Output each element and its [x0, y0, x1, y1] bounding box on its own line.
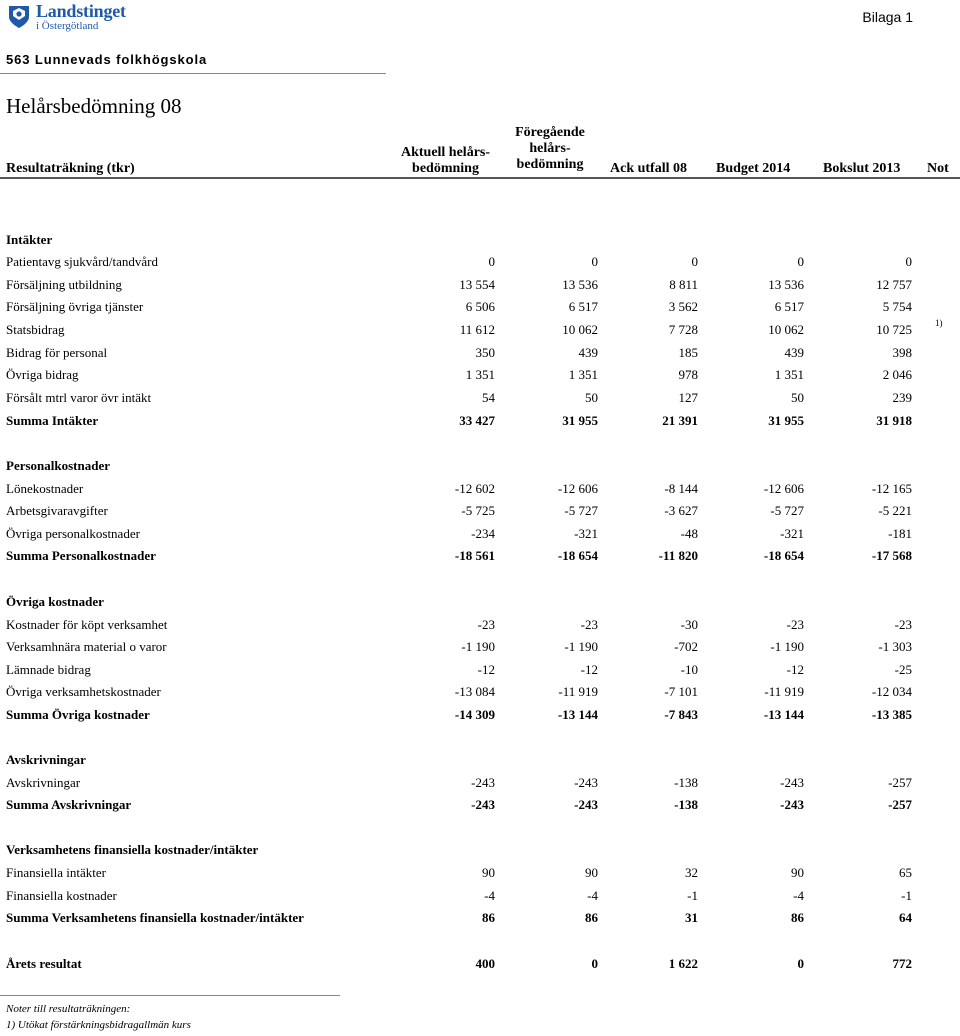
- column-header-previous-forecast-line1: Föregående: [515, 125, 585, 140]
- cell-budget: -12: [786, 662, 804, 677]
- section-finansiella: [0, 842, 960, 862]
- cell-current: -4: [484, 888, 495, 903]
- row-label: Försäljning övriga tjänster: [6, 299, 144, 314]
- footnote-heading: Noter till resultaträkningen:: [6, 1003, 131, 1015]
- cell-previous: -5 727: [564, 503, 598, 518]
- cell-bokslut: -12 034: [871, 684, 912, 699]
- note-reference: 1): [935, 318, 943, 328]
- row-label: Finansiella kostnader: [6, 888, 117, 903]
- column-header-previous-forecast: [500, 125, 600, 173]
- row-label: Bidrag för personal: [6, 345, 108, 360]
- cell-current: -243: [471, 775, 495, 790]
- row-label: Lönekostnader: [6, 481, 84, 496]
- cell-current: 13 554: [459, 277, 495, 292]
- table-row: [0, 639, 960, 659]
- table-row: [0, 254, 960, 274]
- cell-bokslut: -23: [894, 617, 912, 632]
- cell-budget: 6 517: [774, 299, 804, 314]
- cell-current: -12 602: [454, 481, 495, 496]
- cell-bokslut: -257: [888, 797, 912, 812]
- cell-bokslut: -5 221: [878, 503, 912, 518]
- cell-ack: -1: [687, 888, 698, 903]
- row-label: Personalkostnader: [6, 458, 110, 473]
- cell-current: 11 612: [459, 322, 495, 337]
- cell-budget: 1 351: [774, 367, 804, 382]
- summary-row: [0, 910, 960, 930]
- cell-previous: 13 536: [562, 277, 598, 292]
- cell-bokslut: -1: [901, 888, 912, 903]
- cell-current: 54: [482, 390, 495, 405]
- cell-previous: 1 351: [568, 367, 598, 382]
- cell-budget: -321: [780, 526, 804, 541]
- organization-title: 563 Lunnevads folkhögskola: [6, 52, 208, 67]
- cell-ack: -3 627: [664, 503, 698, 518]
- logo: [6, 2, 126, 32]
- section-avskrivningar: [0, 752, 960, 772]
- row-label: Finansiella intäkter: [6, 865, 107, 880]
- table-row: [0, 526, 960, 546]
- cell-budget: -243: [780, 797, 804, 812]
- column-header-previous-forecast-line2: helårs-: [529, 141, 571, 156]
- cell-bokslut: 772: [892, 956, 912, 971]
- column-header-ack-utfall: Ack utfall 08: [610, 161, 687, 176]
- cell-ack: -702: [674, 639, 698, 654]
- header-divider: [0, 73, 386, 74]
- cell-current: -234: [471, 526, 495, 541]
- cell-previous: -321: [574, 526, 598, 541]
- cell-current: 400: [475, 956, 495, 971]
- table-row: [0, 865, 960, 885]
- row-label: Summa Verksamhetens finansiella kostnader/intäkter: [6, 910, 304, 925]
- summary-row: [0, 707, 960, 727]
- row-label: Statsbidrag: [6, 322, 65, 337]
- logo-subline: i Östergötland: [36, 20, 99, 32]
- cell-previous: 6 517: [568, 299, 598, 314]
- cell-ack: 8 811: [669, 277, 698, 292]
- page-title: Helårsbedömning 08: [6, 94, 182, 118]
- cell-budget: 439: [784, 345, 804, 360]
- summary-row: [0, 797, 960, 817]
- cell-ack: -7 101: [664, 684, 698, 699]
- cell-ack: 7 728: [668, 322, 698, 337]
- cell-ack: -8 144: [664, 481, 698, 496]
- cell-bokslut: -13 385: [871, 707, 912, 722]
- cell-current: 1 351: [465, 367, 495, 382]
- cell-previous: 439: [578, 345, 598, 360]
- cell-current: 90: [482, 865, 495, 880]
- cell-bokslut: 65: [899, 865, 912, 880]
- summary-row: [0, 548, 960, 568]
- cell-current: 6 506: [465, 299, 495, 314]
- cell-ack: 127: [678, 390, 698, 405]
- cell-ack: 1 622: [668, 956, 698, 971]
- cell-budget: -4: [793, 888, 804, 903]
- cell-previous: -12: [580, 662, 598, 677]
- row-label: Kostnader för köpt verksamhet: [6, 617, 168, 632]
- cell-bokslut: 31 918: [876, 413, 912, 428]
- cell-current: -13 084: [454, 684, 495, 699]
- cell-current: -243: [471, 797, 495, 812]
- result-row: [0, 956, 960, 976]
- table-row: [0, 299, 960, 319]
- cell-previous: -23: [580, 617, 598, 632]
- column-header-budget: Budget 2014: [716, 161, 791, 176]
- cell-bokslut: 12 757: [876, 277, 912, 292]
- row-label: Avskrivningar: [6, 775, 81, 790]
- cell-ack: -7 843: [664, 707, 698, 722]
- row-label: Verksamhetens finansiella kostnader/intäkter: [6, 842, 259, 857]
- cell-previous: -18 654: [557, 548, 598, 563]
- cell-bokslut: -17 568: [871, 548, 912, 563]
- row-label: Övriga verksamhetskostnader: [6, 684, 161, 699]
- cell-current: 0: [488, 254, 495, 269]
- cell-current: -5 725: [461, 503, 495, 518]
- row-label: Försäljning utbildning: [6, 277, 122, 292]
- cell-previous: 90: [585, 865, 598, 880]
- cell-current: -12: [477, 662, 495, 677]
- cell-previous: -12 606: [557, 481, 598, 496]
- cell-previous: 86: [585, 910, 598, 925]
- cell-previous: 31 955: [562, 413, 598, 428]
- cell-bokslut: -12 165: [871, 481, 912, 496]
- table-row: [0, 503, 960, 523]
- table-row: [0, 684, 960, 704]
- cell-budget: -13 144: [763, 707, 804, 722]
- cell-ack: -11 820: [658, 548, 698, 563]
- cell-bokslut: 5 754: [882, 299, 912, 314]
- section-intakter: [0, 232, 960, 252]
- cell-budget: 10 062: [768, 322, 804, 337]
- cell-ack: 978: [678, 367, 698, 382]
- cell-budget: 0: [797, 956, 804, 971]
- table-row: [0, 481, 960, 501]
- cell-ack: -48: [680, 526, 698, 541]
- row-label: Patientavg sjukvård/tandvård: [6, 254, 158, 269]
- column-header-current-forecast-line1: Aktuell helårs-: [400, 145, 491, 160]
- cell-budget: -18 654: [763, 548, 804, 563]
- column-header-previous-forecast-line3: bedömning: [516, 157, 584, 172]
- cell-ack: 3 562: [668, 299, 698, 314]
- landstinget-logo-icon: [6, 3, 32, 29]
- cell-budget: 0: [797, 254, 804, 269]
- cell-bokslut: 398: [892, 345, 912, 360]
- cell-ack: -138: [674, 797, 698, 812]
- table-row: [0, 390, 960, 410]
- table-row: [0, 322, 960, 342]
- cell-ack: 21 391: [662, 413, 698, 428]
- table-row: [0, 277, 960, 297]
- cell-bokslut: -181: [888, 526, 912, 541]
- cell-previous: 0: [591, 956, 598, 971]
- section-ovriga-kostnader: [0, 594, 960, 614]
- cell-ack: 32: [685, 865, 698, 880]
- summary-row: [0, 413, 960, 433]
- table-header-divider: [0, 177, 960, 179]
- cell-previous: -243: [574, 797, 598, 812]
- cell-current: 86: [482, 910, 495, 925]
- cell-previous: 50: [585, 390, 598, 405]
- cell-budget: -23: [786, 617, 804, 632]
- cell-previous: 0: [591, 254, 598, 269]
- row-label: Övriga kostnader: [6, 594, 104, 609]
- row-label: Summa Övriga kostnader: [6, 707, 150, 722]
- row-label: Övriga bidrag: [6, 367, 79, 382]
- cell-previous: -243: [574, 775, 598, 790]
- cell-budget: -11 919: [764, 684, 804, 699]
- cell-previous: -4: [587, 888, 598, 903]
- cell-current: -14 309: [454, 707, 495, 722]
- cell-current: -1 190: [461, 639, 495, 654]
- column-header-current-forecast: [398, 145, 493, 177]
- row-label: Summa Personalkostnader: [6, 548, 156, 563]
- cell-ack: -10: [680, 662, 698, 677]
- row-label: Verksamhnära material o varor: [6, 639, 167, 654]
- row-label: Övriga personalkostnader: [6, 526, 140, 541]
- row-label: Summa Intäkter: [6, 413, 99, 428]
- cell-previous: -11 919: [558, 684, 598, 699]
- cell-budget: 13 536: [768, 277, 804, 292]
- row-label: Årets resultat: [6, 956, 82, 971]
- row-label: Försålt mtrl varor övr intäkt: [6, 390, 152, 405]
- footnote-1: 1) Utökat förstärkningsbidragallmän kurs: [6, 1019, 191, 1031]
- table-row: [0, 662, 960, 682]
- cell-budget: 31 955: [768, 413, 804, 428]
- cell-bokslut: 10 725: [876, 322, 912, 337]
- cell-bokslut: -25: [894, 662, 912, 677]
- cell-ack: 31: [685, 910, 698, 925]
- table-row: [0, 888, 960, 908]
- cell-ack: 0: [691, 254, 698, 269]
- table-row: [0, 345, 960, 365]
- cell-current: -18 561: [454, 548, 495, 563]
- cell-budget: -1 190: [770, 639, 804, 654]
- cell-ack: -138: [674, 775, 698, 790]
- cell-budget: -5 727: [770, 503, 804, 518]
- cell-ack: 185: [678, 345, 698, 360]
- row-label: Lämnade bidrag: [6, 662, 91, 677]
- cell-bokslut: 239: [892, 390, 912, 405]
- cell-bokslut: 2 046: [882, 367, 912, 382]
- section-personalkostnader: [0, 458, 960, 478]
- cell-bokslut: -1 303: [878, 639, 912, 654]
- cell-budget: 50: [791, 390, 804, 405]
- table-row: [0, 775, 960, 795]
- cell-bokslut: -257: [888, 775, 912, 790]
- row-label: Summa Avskrivningar: [6, 797, 132, 812]
- cell-budget: 86: [791, 910, 804, 925]
- cell-current: 350: [475, 345, 495, 360]
- table-row: [0, 367, 960, 387]
- row-label: Avskrivningar: [6, 752, 86, 767]
- attachment-label: Bilaga 1: [862, 9, 913, 25]
- cell-budget: -12 606: [763, 481, 804, 496]
- cell-bokslut: 64: [899, 910, 912, 925]
- cell-current: -23: [477, 617, 495, 632]
- cell-previous: -1 190: [564, 639, 598, 654]
- cell-previous: -13 144: [557, 707, 598, 722]
- cell-previous: 10 062: [562, 322, 598, 337]
- cell-ack: -30: [680, 617, 698, 632]
- row-label: Intäkter: [6, 232, 53, 247]
- logo-wordmark: Landstinget: [36, 1, 126, 21]
- cell-bokslut: 0: [905, 254, 912, 269]
- row-label: Arbetsgivaravgifter: [6, 503, 108, 518]
- cell-current: 33 427: [459, 413, 495, 428]
- cell-budget: -243: [780, 775, 804, 790]
- column-header-bokslut: Bokslut 2013: [823, 161, 901, 176]
- table-row: [0, 617, 960, 637]
- column-header-not: Not: [927, 161, 949, 176]
- column-header-label: Resultaträkning (tkr): [6, 161, 135, 176]
- column-header-current-forecast-line2: bedömning: [412, 161, 479, 176]
- footnote-divider: [0, 995, 340, 996]
- cell-budget: 90: [791, 865, 804, 880]
